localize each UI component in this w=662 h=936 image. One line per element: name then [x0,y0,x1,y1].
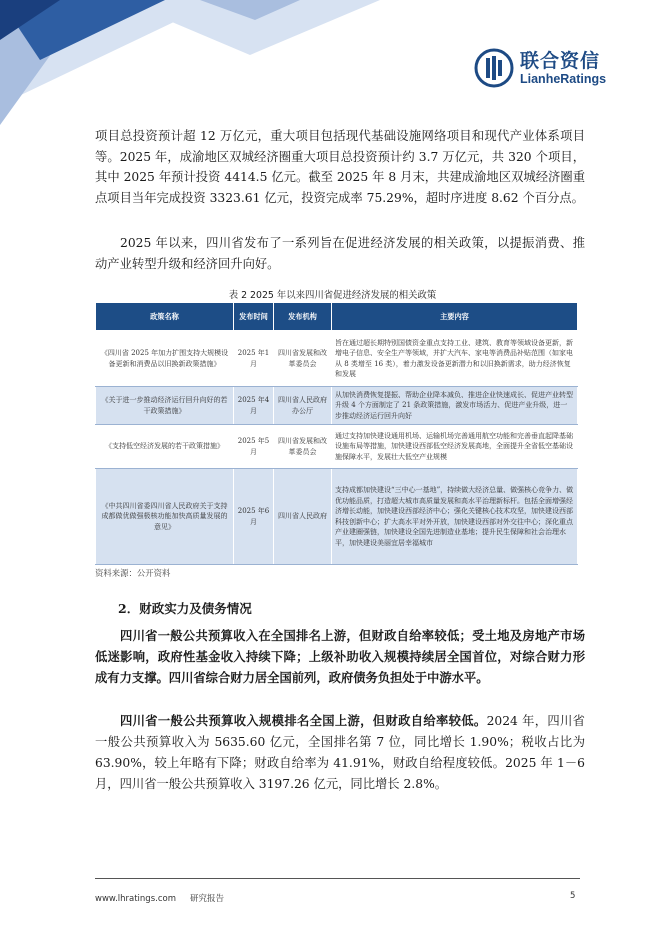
policy-name: 《关于进一步推动经济运行回升向好的若干政策措施》 [96,387,234,425]
policy-content: 从加快消费恢复提振、帮助企业降本减负、推进企业快速成长、促进产业转型升级 4 个方面制定了 21 条政策措施，激发市场活力、促进产业升级，进一步推动经济运行回升向好 [332,387,578,425]
policy-name: 《中共四川省委四川省人民政府关于支持成都做优做强极核功能加快高质量发展的意见》 [96,469,234,565]
policy-agency: 四川省发展和改革委员会 [274,331,332,387]
table-row [96,469,578,565]
section-heading: 2．财政实力及债务情况 [118,601,252,616]
policy-date: 2025 年4月 [234,387,274,425]
table-row [96,425,578,469]
table-header-date: 发布时间 [234,303,274,331]
table-source: 资料来源：公开资料 [95,568,171,578]
lianhe-logo-icon [474,48,514,88]
paragraph-lead: 四川省一般公共预算收入规模排名全国上游，但财政自给率较低。 [120,713,487,728]
table-caption: 表 2 2025 年以来四川省促进经济发展的相关政策 [228,290,437,301]
policy-date: 2025 年1月 [234,331,274,387]
brand-logo [474,45,606,91]
policy-content: 通过支持加快建设通用机场、运输机场完善通用航空功能和完善垂直起降基础设施布局等措施，加快建设西部低空经济发展高地，全面提升全省低空基础设施保障水平，发展壮大低空产业规模 [332,425,578,469]
section-summary: 四川省一般公共预算收入在全国排名上游，但财政自给率较低；受土地及房地产市场低迷影响，政府性基金收入持续下降；上级补助收入规模持续居全国首位，对综合财力形成有力支撑。四川省综合财力居全国前列，政府债务负担处于中游水平。 [95,628,585,685]
table-header-content: 主要内容 [332,303,578,331]
policy-name: 《支持低空经济发展的若干政策措施》 [96,425,234,469]
footer-divider [95,878,580,879]
policy-agency: 四川省人民政府 [274,469,332,565]
body-paragraph-1: 项目总投资预计超 12 万亿元，重大项目包括现代基础设施网络项目和现代产业体系项目等。2025 年，成渝地区双城经济圈重大项目总投资预计约 3.7 万亿元，共 320 个项目，其中 2025 年预计投资 4414.5 亿元。截至 2025 年 8 月末，共建成渝地区双城经济圈重点项目当年完成投资 3323.61 亿元，投资完成率 75.29%，超时序进度 8.62 个百分点。 [95,129,585,205]
brand-name-en: LianheRatings [520,72,607,86]
table-row [96,387,578,425]
table-header-agency: 发布机构 [274,303,332,331]
footer-left [95,892,238,904]
footer-url: www.lhratings.com [95,894,176,904]
policy-table [95,302,578,565]
policy-agency: 四川省发展和改革委员会 [274,425,332,469]
policy-agency: 四川省人民政府办公厅 [274,387,332,425]
brand-name-cn: 联合资信 [520,50,601,72]
policy-date: 2025 年6月 [234,469,274,565]
page-number: 5 [570,891,576,901]
section-paragraph [95,710,585,795]
table-header-name: 政策名称 [96,303,234,331]
paragraph-body: 2024 年，四川省一般公共预算收入为 5635.60 亿元，全国排名第 7 位，同比增长 1.90%；税收占比为 63.90%，较上年略有下降；财政自给率为 41.91%，财政自给程度较低。2025 年 1－6 月，四川省一般公共预算收入 3197.26 亿元，同比增长 2.8%。 [95,714,585,791]
policy-date: 2025 年5月 [234,425,274,469]
policy-name: 《四川省 2025 年加力扩围支持大规模设备更新和消费品以旧换新政策措施》 [96,331,234,387]
table-row [96,331,578,387]
policy-content: 旨在通过超长期特别国债资金重点支持工业、建筑、教育等领域设备更新，新增电子信息、安全生产等领域，并扩大汽车、家电等消费品补贴范围（如家电从 8 类增至 16 类），着力激发设备更新潜力和以旧换新需求，助力经济恢复和发展 [332,331,578,387]
footer-label: 研究报告 [190,894,225,904]
header-decoration [0,0,380,125]
body-paragraph-2: 2025 年以来，四川省发布了一系列旨在促进经济发展的相关政策，以提振消费、推动产业转型升级和经济回升向好。 [95,236,585,271]
policy-content: 支持成都加快建设“三中心一基地”，持续做大经济总量、做强核心竞争力、做优功能品质，打造超大城市高质量发展和高水平治理新标杆。包括全面增强经济增长动能，加快建设西部经济中心；强化关键核心技术攻坚，加快建设西部科技创新中心；扩大高水平对外开放，加快建设西部对外交往中心；深化重点产业建圈强链，加快建设全国先进制造业基地；提升民生保障和社会治理水平，加快建设美丽宜居幸福城市 [332,469,578,565]
